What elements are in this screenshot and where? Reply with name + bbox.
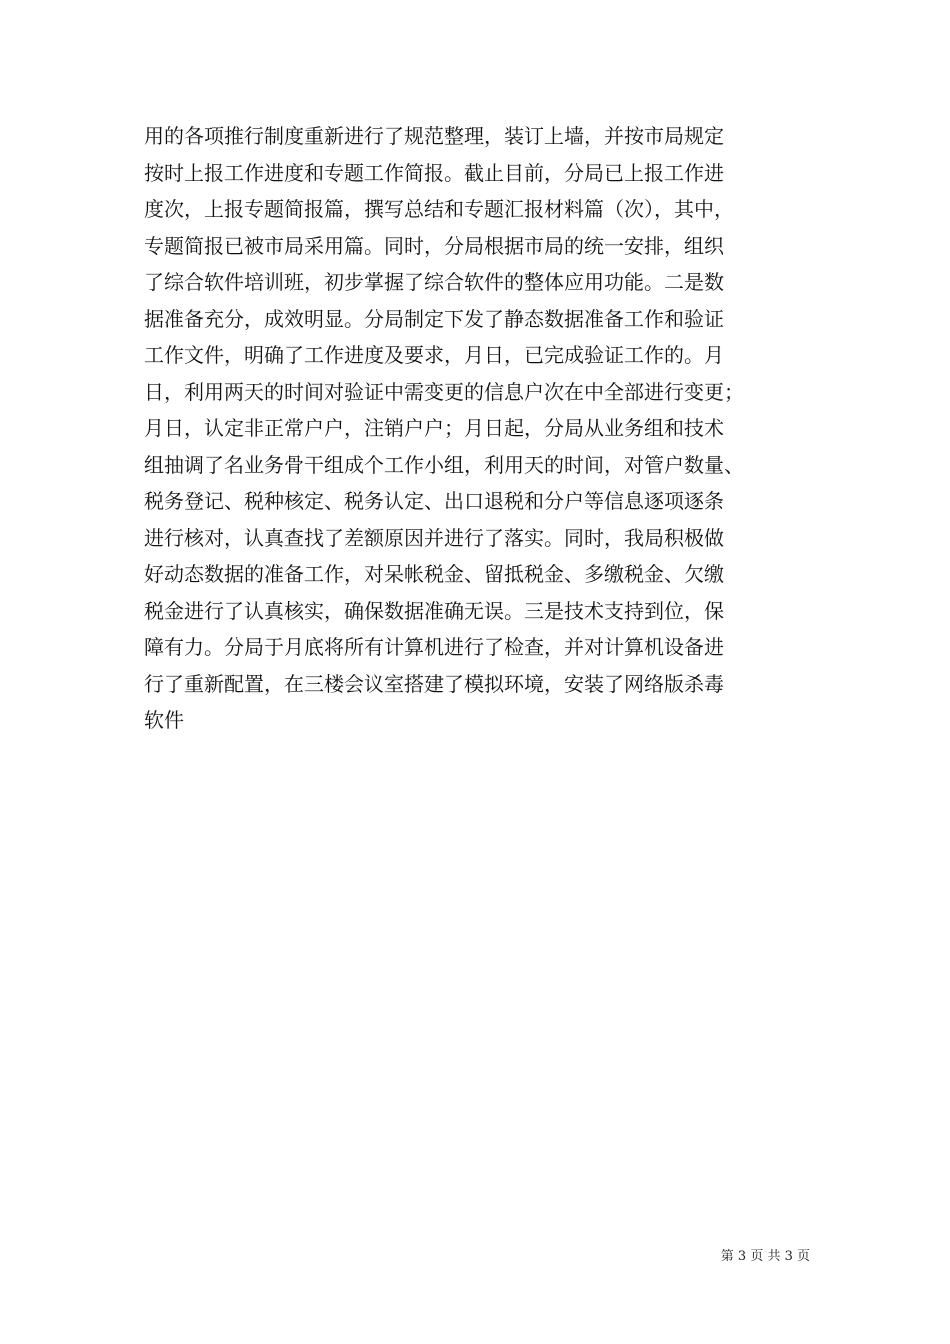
text-line: 据准备充分，成效明显。分局制定下发了静态数据准备工作和验证 — [144, 306, 724, 331]
text-line: 软件 — [144, 708, 184, 732]
text-line: 按时上报工作进度和专题工作简报。截止目前，分局已上报工作进 — [144, 160, 724, 185]
text-line: 工作文件，明确了工作进度及要求，月日，已完成验证工作的。月 — [144, 343, 724, 367]
text-line: 度次，上报专题简报篇，撰写总结和专题汇报材料篇（次），其中， — [144, 197, 734, 221]
text-line: 进行核对，认真查找了差额原因并进行了落实。同时，我局积极做 — [144, 525, 724, 550]
text-line: 障有力。分局于月底将所有计算机进行了检查，并对计算机设备进 — [144, 635, 724, 659]
text-line: 税务登记、税种核定、税务认定、出口退税和分户等信息逐项逐条 — [144, 489, 724, 513]
page-number-footer: 第 3 页 共 3 页 — [720, 1249, 810, 1264]
text-line: 税金进行了认真核实，确保数据准确无误。三是技术支持到位，保 — [144, 598, 724, 623]
text-line: 了综合软件培训班，初步掌握了综合软件的整体应用功能。二是数 — [144, 270, 724, 294]
text-line: 用的各项推行制度重新进行了规范整理，装订上墙，并按市局规定 — [144, 124, 724, 148]
text-line: 月日，认定非正常户户，注销户户；月日起，分局从业务组和技术 — [144, 416, 724, 440]
text-line: 日，利用两天的时间对验证中需变更的信息户次在中全部进行变更； — [144, 379, 744, 404]
text-line: 好动态数据的准备工作，对呆帐税金、留抵税金、多缴税金、欠缴 — [144, 562, 724, 586]
text-line: 专题简报已被市局采用篇。同时，分局根据市局的统一安排，组织 — [144, 233, 724, 258]
text-line: 行了重新配置，在三楼会议室搭建了模拟环境，安装了网络版杀毒 — [144, 671, 724, 696]
body-paragraph — [144, 118, 834, 739]
text-line: 组抽调了名业务骨干组成个工作小组，利用天的时间，对管户数量、 — [144, 452, 744, 477]
